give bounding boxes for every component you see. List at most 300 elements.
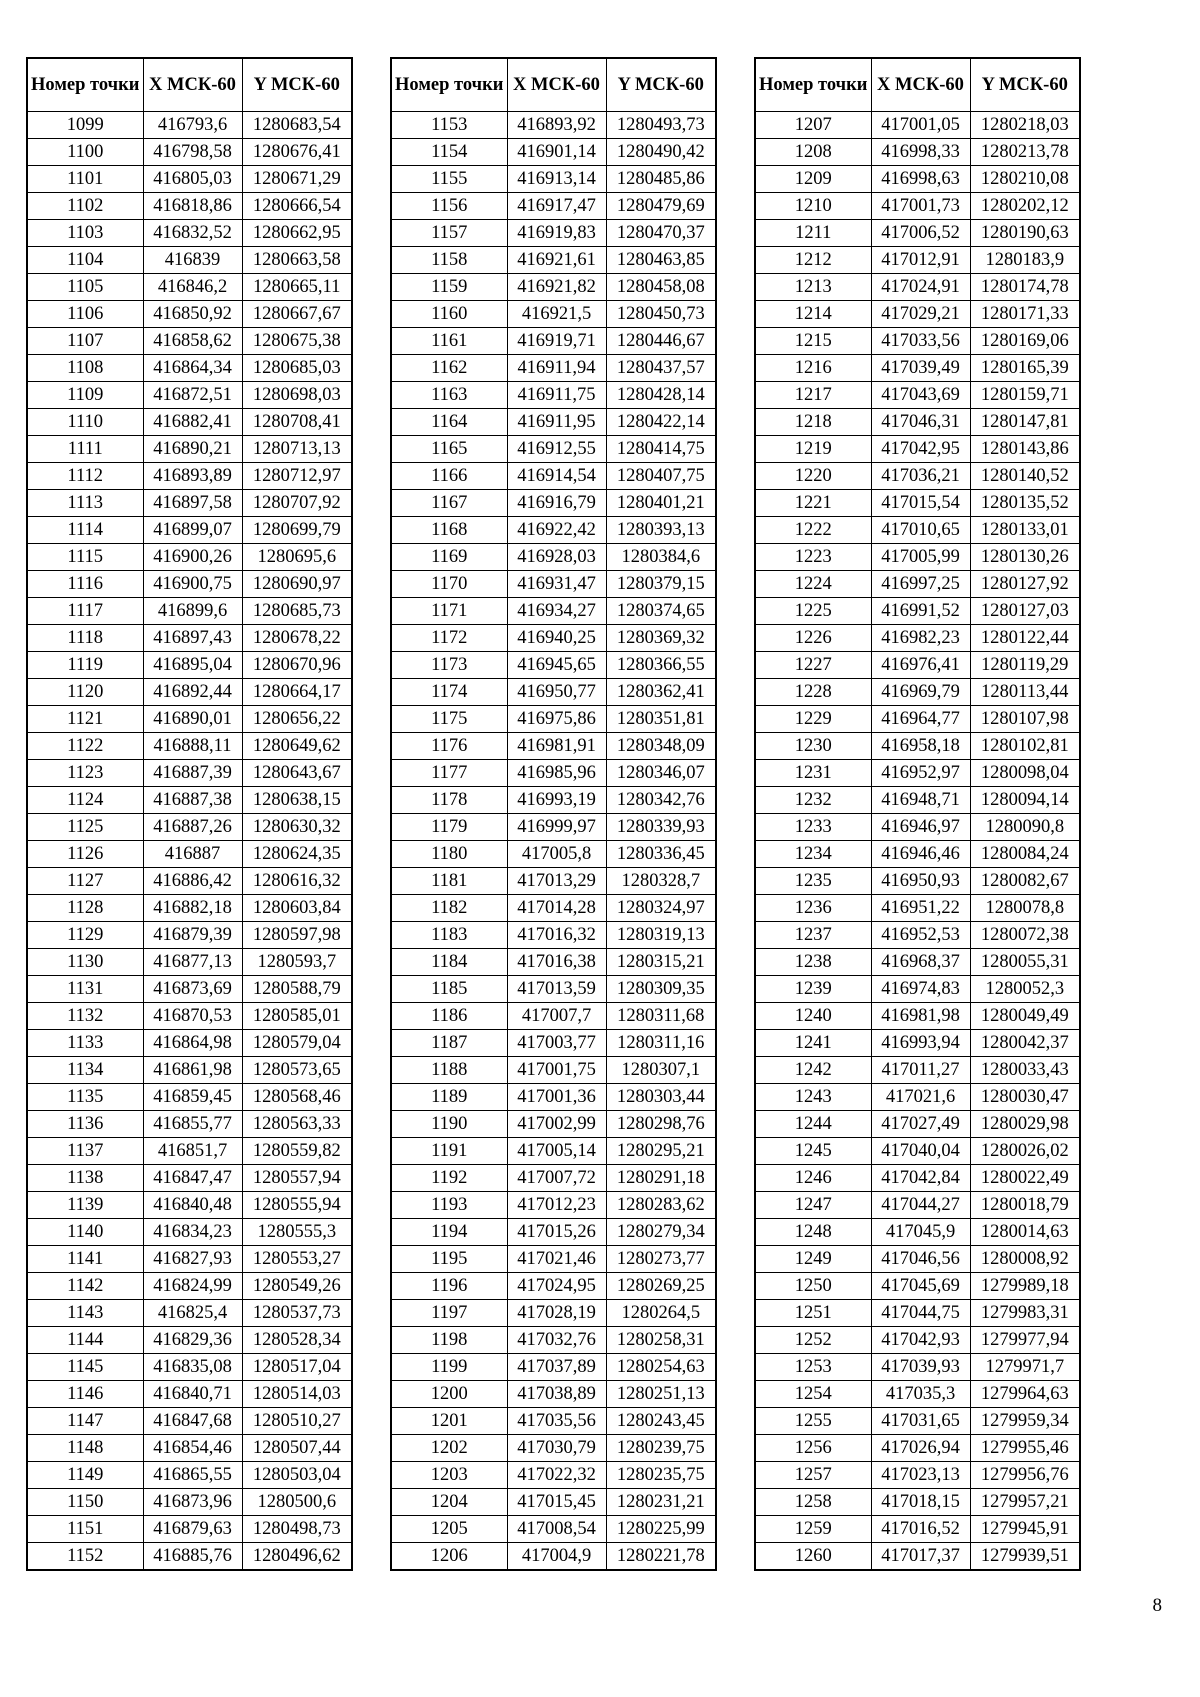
point-number-cell: 1218 <box>755 409 871 436</box>
x-coordinate-cell: 416847,68 <box>143 1408 242 1435</box>
point-number-cell: 1189 <box>391 1084 507 1111</box>
y-coordinate-cell: 1280664,17 <box>242 679 352 706</box>
y-coordinate-cell: 1280675,38 <box>242 328 352 355</box>
x-coordinate-cell: 417044,27 <box>871 1192 970 1219</box>
point-number-cell: 1157 <box>391 220 507 247</box>
table-row <box>755 1327 1080 1354</box>
point-number-cell: 1255 <box>755 1408 871 1435</box>
x-coordinate-cell: 417011,27 <box>871 1057 970 1084</box>
table-row <box>755 652 1080 679</box>
y-coordinate-cell: 1280273,77 <box>606 1246 716 1273</box>
y-coordinate-cell: 1280563,33 <box>242 1111 352 1138</box>
point-number-cell: 1108 <box>27 355 143 382</box>
point-number-cell: 1181 <box>391 868 507 895</box>
y-coordinate-cell: 1280298,76 <box>606 1111 716 1138</box>
table-row <box>755 1246 1080 1273</box>
y-coordinate-cell: 1280537,73 <box>242 1300 352 1327</box>
point-number-cell: 1144 <box>27 1327 143 1354</box>
table-row <box>27 382 352 409</box>
table-row <box>755 1381 1080 1408</box>
table-row <box>391 1300 716 1327</box>
y-coordinate-cell: 1280362,41 <box>606 679 716 706</box>
y-coordinate-cell: 1280098,04 <box>970 760 1080 787</box>
x-coordinate-cell: 417028,19 <box>507 1300 606 1327</box>
x-coordinate-cell: 416921,5 <box>507 301 606 328</box>
point-number-header: Номер точки <box>27 58 143 112</box>
x-coordinate-cell: 417032,76 <box>507 1327 606 1354</box>
table-row <box>391 112 716 139</box>
y-coordinate-cell: 1280624,35 <box>242 841 352 868</box>
y-coordinate-cell: 1280102,81 <box>970 733 1080 760</box>
table-row <box>27 1030 352 1057</box>
point-number-cell: 1121 <box>27 706 143 733</box>
y-coordinate-cell: 1280446,67 <box>606 328 716 355</box>
table-row <box>391 328 716 355</box>
table-row <box>755 1489 1080 1516</box>
y-coordinate-cell: 1280393,13 <box>606 517 716 544</box>
table-row <box>755 1030 1080 1057</box>
y-coordinate-cell: 1280127,92 <box>970 571 1080 598</box>
table-row <box>27 1489 352 1516</box>
point-number-cell: 1104 <box>27 247 143 274</box>
x-coordinate-cell: 416911,75 <box>507 382 606 409</box>
x-coordinate-cell: 417001,36 <box>507 1084 606 1111</box>
y-coordinate-cell: 1280366,55 <box>606 652 716 679</box>
table-row <box>27 544 352 571</box>
x-coordinate-cell: 416859,45 <box>143 1084 242 1111</box>
table-row <box>391 1057 716 1084</box>
x-coordinate-cell: 416974,83 <box>871 976 970 1003</box>
point-number-cell: 1170 <box>391 571 507 598</box>
x-coordinate-cell: 416913,14 <box>507 166 606 193</box>
x-coordinate-cell: 417026,94 <box>871 1435 970 1462</box>
point-number-cell: 1127 <box>27 868 143 895</box>
y-coordinate-cell: 1280315,21 <box>606 949 716 976</box>
x-coordinate-cell: 417005,8 <box>507 841 606 868</box>
table-row <box>755 598 1080 625</box>
point-number-cell: 1254 <box>755 1381 871 1408</box>
y-coordinate-cell: 1280707,92 <box>242 490 352 517</box>
point-number-cell: 1193 <box>391 1192 507 1219</box>
table-row <box>755 301 1080 328</box>
x-coordinate-cell: 417015,54 <box>871 490 970 517</box>
table-row <box>391 625 716 652</box>
table-row <box>755 787 1080 814</box>
y-coordinate-cell: 1280026,02 <box>970 1138 1080 1165</box>
x-coordinate-cell: 417007,7 <box>507 1003 606 1030</box>
x-coordinate-cell: 416958,18 <box>871 733 970 760</box>
y-coordinate-cell: 1280169,06 <box>970 328 1080 355</box>
table-row <box>755 220 1080 247</box>
point-number-cell: 1099 <box>27 112 143 139</box>
table-row <box>391 733 716 760</box>
y-coordinate-cell: 1280517,04 <box>242 1354 352 1381</box>
y-coordinate-cell: 1280328,7 <box>606 868 716 895</box>
table-row <box>755 868 1080 895</box>
y-coordinate-cell: 1280384,6 <box>606 544 716 571</box>
point-number-cell: 1238 <box>755 949 871 976</box>
table-row <box>27 1327 352 1354</box>
x-coordinate-cell: 417040,04 <box>871 1138 970 1165</box>
x-coordinate-cell: 416964,77 <box>871 706 970 733</box>
x-coordinate-cell: 416840,48 <box>143 1192 242 1219</box>
table-row <box>27 1354 352 1381</box>
x-coordinate-cell: 416951,22 <box>871 895 970 922</box>
x-coordinate-cell: 416997,25 <box>871 571 970 598</box>
x-coordinate-cell: 417008,54 <box>507 1516 606 1543</box>
y-coordinate-cell: 1280407,75 <box>606 463 716 490</box>
x-coordinate-header: X МСК-60 <box>507 58 606 112</box>
y-coordinate-cell: 1280213,78 <box>970 139 1080 166</box>
point-number-cell: 1106 <box>27 301 143 328</box>
y-coordinate-cell: 1280510,27 <box>242 1408 352 1435</box>
x-coordinate-cell: 416858,62 <box>143 328 242 355</box>
point-number-cell: 1207 <box>755 112 871 139</box>
x-coordinate-cell: 416921,61 <box>507 247 606 274</box>
table-row <box>391 274 716 301</box>
x-coordinate-cell: 417006,52 <box>871 220 970 247</box>
y-coordinate-cell: 1280307,1 <box>606 1057 716 1084</box>
y-coordinate-cell: 1280699,79 <box>242 517 352 544</box>
table-row <box>391 1273 716 1300</box>
x-coordinate-cell: 416976,41 <box>871 652 970 679</box>
table-row <box>27 112 352 139</box>
x-coordinate-cell: 416882,18 <box>143 895 242 922</box>
x-coordinate-cell: 417003,77 <box>507 1030 606 1057</box>
table-row <box>27 895 352 922</box>
point-number-cell: 1176 <box>391 733 507 760</box>
x-coordinate-cell: 417042,93 <box>871 1327 970 1354</box>
table-row <box>27 922 352 949</box>
y-coordinate-cell: 1280683,54 <box>242 112 352 139</box>
point-number-cell: 1167 <box>391 490 507 517</box>
x-coordinate-cell: 417037,89 <box>507 1354 606 1381</box>
point-number-cell: 1179 <box>391 814 507 841</box>
table-row <box>391 1489 716 1516</box>
y-coordinate-cell: 1280428,14 <box>606 382 716 409</box>
point-number-cell: 1125 <box>27 814 143 841</box>
table-row <box>391 1165 716 1192</box>
point-number-cell: 1204 <box>391 1489 507 1516</box>
y-coordinate-cell: 1280479,69 <box>606 193 716 220</box>
x-coordinate-cell: 416851,7 <box>143 1138 242 1165</box>
table-row <box>755 517 1080 544</box>
x-coordinate-cell: 417035,3 <box>871 1381 970 1408</box>
y-coordinate-cell: 1280291,18 <box>606 1165 716 1192</box>
y-coordinate-cell: 1280127,03 <box>970 598 1080 625</box>
table-row <box>755 1516 1080 1543</box>
x-coordinate-cell: 416870,53 <box>143 1003 242 1030</box>
point-number-cell: 1217 <box>755 382 871 409</box>
table-row <box>391 787 716 814</box>
x-coordinate-cell: 416948,71 <box>871 787 970 814</box>
x-coordinate-cell: 417043,69 <box>871 382 970 409</box>
table-row <box>391 193 716 220</box>
point-number-cell: 1174 <box>391 679 507 706</box>
y-coordinate-cell: 1280309,35 <box>606 976 716 1003</box>
table-row <box>27 490 352 517</box>
x-coordinate-cell: 417046,31 <box>871 409 970 436</box>
point-number-cell: 1143 <box>27 1300 143 1327</box>
x-coordinate-cell: 416892,44 <box>143 679 242 706</box>
x-coordinate-cell: 417030,79 <box>507 1435 606 1462</box>
point-number-cell: 1163 <box>391 382 507 409</box>
y-coordinate-cell: 1280346,07 <box>606 760 716 787</box>
y-coordinate-cell: 1280485,86 <box>606 166 716 193</box>
table-row <box>27 1246 352 1273</box>
table-row <box>391 1516 716 1543</box>
table-row <box>755 139 1080 166</box>
y-coordinate-cell: 1280147,81 <box>970 409 1080 436</box>
table-row <box>391 1354 716 1381</box>
y-coordinate-cell: 1279983,31 <box>970 1300 1080 1327</box>
x-coordinate-cell: 416999,97 <box>507 814 606 841</box>
table-row <box>391 1462 716 1489</box>
y-coordinate-cell: 1280190,63 <box>970 220 1080 247</box>
y-coordinate-cell: 1280593,7 <box>242 949 352 976</box>
x-coordinate-cell: 417029,21 <box>871 301 970 328</box>
point-number-cell: 1246 <box>755 1165 871 1192</box>
point-number-cell: 1154 <box>391 139 507 166</box>
x-coordinate-cell: 416897,43 <box>143 625 242 652</box>
y-coordinate-cell: 1280221,78 <box>606 1543 716 1571</box>
point-number-cell: 1228 <box>755 679 871 706</box>
x-coordinate-cell: 416887 <box>143 841 242 868</box>
table-row <box>27 1084 352 1111</box>
point-number-cell: 1169 <box>391 544 507 571</box>
point-number-cell: 1103 <box>27 220 143 247</box>
table-row <box>391 814 716 841</box>
point-number-cell: 1201 <box>391 1408 507 1435</box>
table-row <box>391 571 716 598</box>
table-row <box>27 355 352 382</box>
y-coordinate-cell: 1280670,96 <box>242 652 352 679</box>
point-number-cell: 1113 <box>27 490 143 517</box>
table-row <box>391 1408 716 1435</box>
y-coordinate-cell: 1279964,63 <box>970 1381 1080 1408</box>
y-coordinate-cell: 1280450,73 <box>606 301 716 328</box>
point-number-cell: 1133 <box>27 1030 143 1057</box>
x-coordinate-cell: 417035,56 <box>507 1408 606 1435</box>
point-number-cell: 1180 <box>391 841 507 868</box>
point-number-cell: 1203 <box>391 1462 507 1489</box>
x-coordinate-cell: 416911,94 <box>507 355 606 382</box>
x-coordinate-cell: 416914,54 <box>507 463 606 490</box>
x-coordinate-cell: 416931,47 <box>507 571 606 598</box>
point-number-cell: 1202 <box>391 1435 507 1462</box>
x-coordinate-cell: 417023,13 <box>871 1462 970 1489</box>
point-number-cell: 1120 <box>27 679 143 706</box>
y-coordinate-cell: 1280225,99 <box>606 1516 716 1543</box>
x-coordinate-cell: 417039,49 <box>871 355 970 382</box>
table-row <box>755 1219 1080 1246</box>
x-coordinate-cell: 416890,01 <box>143 706 242 733</box>
point-number-cell: 1138 <box>27 1165 143 1192</box>
y-coordinate-cell: 1280133,01 <box>970 517 1080 544</box>
y-coordinate-cell: 1280239,75 <box>606 1435 716 1462</box>
x-coordinate-cell: 416991,52 <box>871 598 970 625</box>
y-coordinate-cell: 1280264,5 <box>606 1300 716 1327</box>
x-coordinate-cell: 416818,86 <box>143 193 242 220</box>
x-coordinate-cell: 416873,96 <box>143 1489 242 1516</box>
table-row <box>755 949 1080 976</box>
point-number-cell: 1215 <box>755 328 871 355</box>
table-row <box>755 1084 1080 1111</box>
table-row <box>27 625 352 652</box>
y-coordinate-cell: 1280379,15 <box>606 571 716 598</box>
x-coordinate-cell: 416912,55 <box>507 436 606 463</box>
x-coordinate-cell: 416981,98 <box>871 1003 970 1030</box>
point-number-cell: 1247 <box>755 1192 871 1219</box>
x-coordinate-cell: 416928,03 <box>507 544 606 571</box>
y-coordinate-cell: 1280319,13 <box>606 922 716 949</box>
table-row <box>755 436 1080 463</box>
x-coordinate-cell: 416793,6 <box>143 112 242 139</box>
point-number-cell: 1178 <box>391 787 507 814</box>
x-coordinate-cell: 416893,89 <box>143 463 242 490</box>
point-number-cell: 1152 <box>27 1543 143 1571</box>
y-coordinate-cell: 1280174,78 <box>970 274 1080 301</box>
y-coordinate-cell: 1280490,42 <box>606 139 716 166</box>
point-number-cell: 1250 <box>755 1273 871 1300</box>
point-number-cell: 1188 <box>391 1057 507 1084</box>
point-number-cell: 1183 <box>391 922 507 949</box>
table-row <box>391 1030 716 1057</box>
y-coordinate-cell: 1280503,04 <box>242 1462 352 1489</box>
x-coordinate-cell: 417016,32 <box>507 922 606 949</box>
x-coordinate-cell: 416890,21 <box>143 436 242 463</box>
table-row <box>391 1084 716 1111</box>
point-number-cell: 1156 <box>391 193 507 220</box>
table-row <box>27 1300 352 1327</box>
point-number-cell: 1166 <box>391 463 507 490</box>
point-number-cell: 1248 <box>755 1219 871 1246</box>
point-number-cell: 1195 <box>391 1246 507 1273</box>
table-row <box>27 301 352 328</box>
point-number-cell: 1128 <box>27 895 143 922</box>
point-number-cell: 1112 <box>27 463 143 490</box>
y-coordinate-cell: 1280656,22 <box>242 706 352 733</box>
y-coordinate-cell: 1279945,91 <box>970 1516 1080 1543</box>
table-row <box>391 1192 716 1219</box>
y-coordinate-cell: 1280258,31 <box>606 1327 716 1354</box>
point-number-cell: 1251 <box>755 1300 871 1327</box>
table-row <box>391 436 716 463</box>
y-coordinate-cell: 1280029,98 <box>970 1111 1080 1138</box>
y-coordinate-cell: 1279959,34 <box>970 1408 1080 1435</box>
point-number-cell: 1161 <box>391 328 507 355</box>
y-coordinate-cell: 1280082,67 <box>970 868 1080 895</box>
point-number-cell: 1155 <box>391 166 507 193</box>
point-number-cell: 1227 <box>755 652 871 679</box>
table-row <box>391 490 716 517</box>
y-coordinate-cell: 1280568,46 <box>242 1084 352 1111</box>
y-coordinate-cell: 1280514,03 <box>242 1381 352 1408</box>
x-coordinate-cell: 417042,84 <box>871 1165 970 1192</box>
x-coordinate-cell: 416887,38 <box>143 787 242 814</box>
point-number-cell: 1184 <box>391 949 507 976</box>
point-number-cell: 1187 <box>391 1030 507 1057</box>
table-row <box>755 193 1080 220</box>
table-row <box>755 247 1080 274</box>
table-row <box>391 949 716 976</box>
x-coordinate-cell: 416882,41 <box>143 409 242 436</box>
y-coordinate-cell: 1280303,44 <box>606 1084 716 1111</box>
y-coordinate-cell: 1280528,34 <box>242 1327 352 1354</box>
x-coordinate-cell: 416825,4 <box>143 1300 242 1327</box>
y-coordinate-cell: 1280663,58 <box>242 247 352 274</box>
y-coordinate-cell: 1280254,63 <box>606 1354 716 1381</box>
table-row <box>27 949 352 976</box>
y-coordinate-cell: 1279956,76 <box>970 1462 1080 1489</box>
point-number-cell: 1260 <box>755 1543 871 1571</box>
x-coordinate-cell: 417001,05 <box>871 112 970 139</box>
y-coordinate-cell: 1280422,14 <box>606 409 716 436</box>
point-number-cell: 1142 <box>27 1273 143 1300</box>
table-row <box>391 1327 716 1354</box>
point-number-cell: 1185 <box>391 976 507 1003</box>
y-coordinate-cell: 1280498,73 <box>242 1516 352 1543</box>
table-row <box>27 814 352 841</box>
x-coordinate-cell: 416985,96 <box>507 760 606 787</box>
coordinates-table-1 <box>26 57 353 1571</box>
table-row <box>755 274 1080 301</box>
point-number-cell: 1241 <box>755 1030 871 1057</box>
table-row <box>391 976 716 1003</box>
table-row <box>27 139 352 166</box>
table-row <box>755 922 1080 949</box>
y-coordinate-cell: 1280401,21 <box>606 490 716 517</box>
y-coordinate-cell: 1280348,09 <box>606 733 716 760</box>
point-number-cell: 1101 <box>27 166 143 193</box>
table-row <box>391 1111 716 1138</box>
x-coordinate-cell: 416861,98 <box>143 1057 242 1084</box>
x-coordinate-cell: 417016,52 <box>871 1516 970 1543</box>
x-coordinate-cell: 417044,75 <box>871 1300 970 1327</box>
table-row <box>755 841 1080 868</box>
y-coordinate-cell: 1280269,25 <box>606 1273 716 1300</box>
point-number-cell: 1136 <box>27 1111 143 1138</box>
x-coordinate-cell: 416899,07 <box>143 517 242 544</box>
point-number-cell: 1233 <box>755 814 871 841</box>
point-number-cell: 1124 <box>27 787 143 814</box>
table-row <box>391 1003 716 1030</box>
table-row <box>27 787 352 814</box>
table-row <box>391 760 716 787</box>
point-number-cell: 1137 <box>27 1138 143 1165</box>
point-number-cell: 1210 <box>755 193 871 220</box>
table-row <box>27 409 352 436</box>
y-coordinate-cell: 1280603,84 <box>242 895 352 922</box>
table-row <box>27 247 352 274</box>
y-coordinate-cell: 1280685,73 <box>242 598 352 625</box>
y-coordinate-cell: 1280342,76 <box>606 787 716 814</box>
point-number-cell: 1147 <box>27 1408 143 1435</box>
point-number-cell: 1135 <box>27 1084 143 1111</box>
table-row <box>27 760 352 787</box>
point-number-cell: 1100 <box>27 139 143 166</box>
table-row <box>391 220 716 247</box>
x-coordinate-cell: 416993,94 <box>871 1030 970 1057</box>
point-number-cell: 1229 <box>755 706 871 733</box>
point-number-cell: 1249 <box>755 1246 871 1273</box>
x-coordinate-cell: 417042,95 <box>871 436 970 463</box>
point-number-cell: 1245 <box>755 1138 871 1165</box>
y-coordinate-cell: 1280113,44 <box>970 679 1080 706</box>
x-coordinate-cell: 416921,82 <box>507 274 606 301</box>
table-row <box>391 706 716 733</box>
point-number-cell: 1216 <box>755 355 871 382</box>
